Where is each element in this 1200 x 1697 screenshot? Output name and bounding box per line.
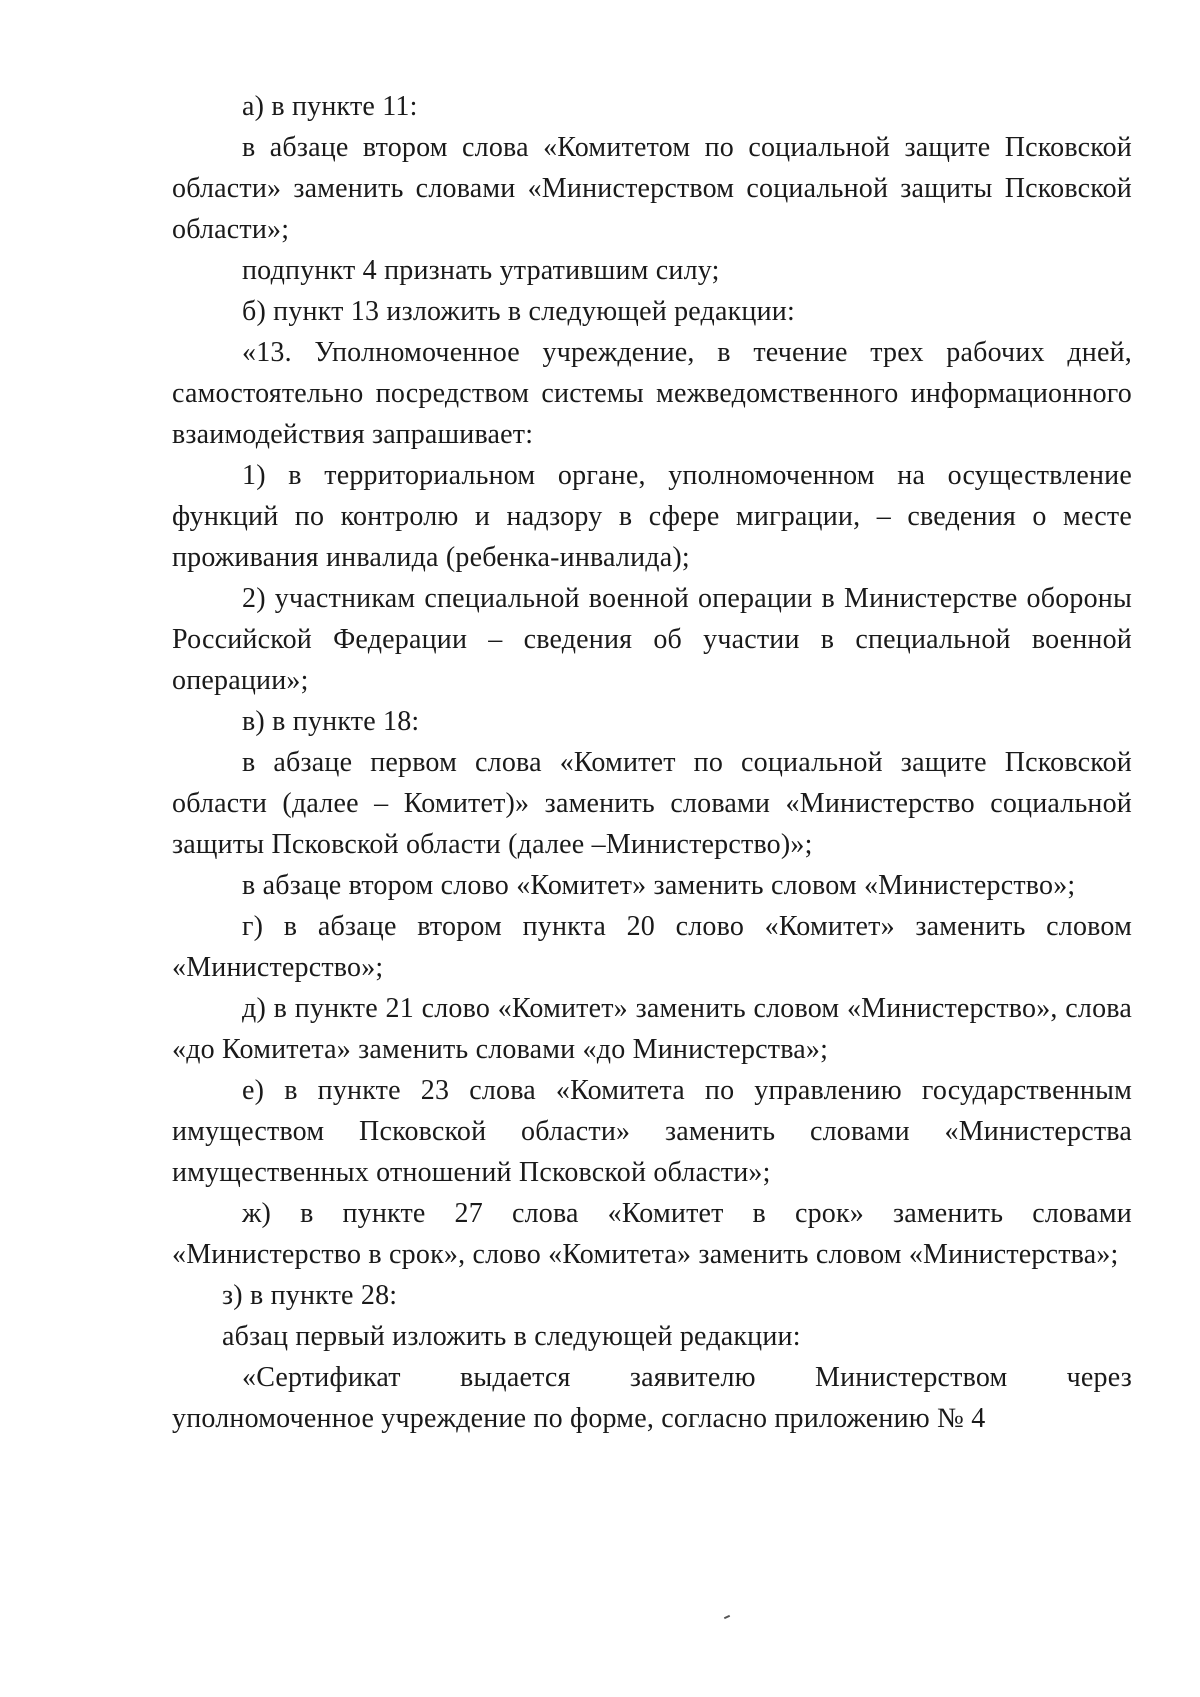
paragraph-item-v: в) в пункте 18: [242, 706, 420, 737]
paragraph-item-v-abzac2: в абзаце втором слово «Комитет» заменить словом «Министерство»; [242, 870, 1076, 901]
paragraph-item-b: б) пункт 13 изложить в следующей редакции: [242, 296, 795, 327]
paragraph-clause-13-1: 1) в территориальном органе, уполномоченном на осуществление функций по контролю и надзору в сфере миграции, – сведения о месте проживания инвалида (ребенка-инвалида); [172, 460, 1132, 573]
paragraph-clause-13: «13. Уполномоченное учреждение, в течение трех рабочих дней, самостоятельно посредством системы межведомственного информационного взаимодействия запрашивает: [172, 337, 1132, 450]
document-body [172, 86, 1132, 1439]
paragraph-clause-13-2: 2) участникам специальной военной операции в Министерстве обороны Российской Федерации – сведения об участии в специальной военной операции»; [172, 583, 1132, 696]
paragraph-item-a-abzac2: в абзаце втором слова «Комитетом по социальной защите Псковской области» заменить словами «Министерством социальной защиты Псковской области»; [172, 132, 1132, 245]
paragraph-item-g: г) в абзаце втором пункта 20 слово «Комитет» заменить словом «Министерство»; [172, 911, 1132, 983]
paragraph-item-zh: ж) в пункте 27 слова «Комитет в срок» заменить словами «Министерство в срок», слово «Комитета» заменить словом «Министерства»; [172, 1198, 1132, 1270]
paragraph-item-z-abzac1: абзац первый изложить в следующей редакции: [222, 1321, 801, 1352]
scan-speck [724, 1615, 730, 1619]
paragraph-subitem-4: подпункт 4 признать утратившим силу; [242, 255, 720, 286]
paragraph-item-a: а) в пункте 11: [242, 91, 418, 122]
paragraph-item-d: д) в пункте 21 слово «Комитет» заменить словом «Министерство», слова «до Комитета» заменить словами «до Министерства»; [172, 993, 1132, 1065]
paragraph-certificate: «Сертификат выдается заявителю Министерством через уполномоченное учреждение по форме, согласно приложению № 4 [172, 1362, 1132, 1434]
paragraph-item-v-abzac1: в абзаце первом слова «Комитет по социальной защите Псковской области (далее – Комитет)» заменить словами «Министерство социальной защиты Псковской области (далее –Министерство)»; [172, 747, 1132, 860]
paragraph-item-z: з) в пункте 28: [222, 1280, 398, 1311]
paragraph-item-e: е) в пункте 23 слова «Комитета по управлению государственным имуществом Псковской области» заменить словами «Министерства имущественных отношений Псковской области»; [172, 1075, 1132, 1188]
